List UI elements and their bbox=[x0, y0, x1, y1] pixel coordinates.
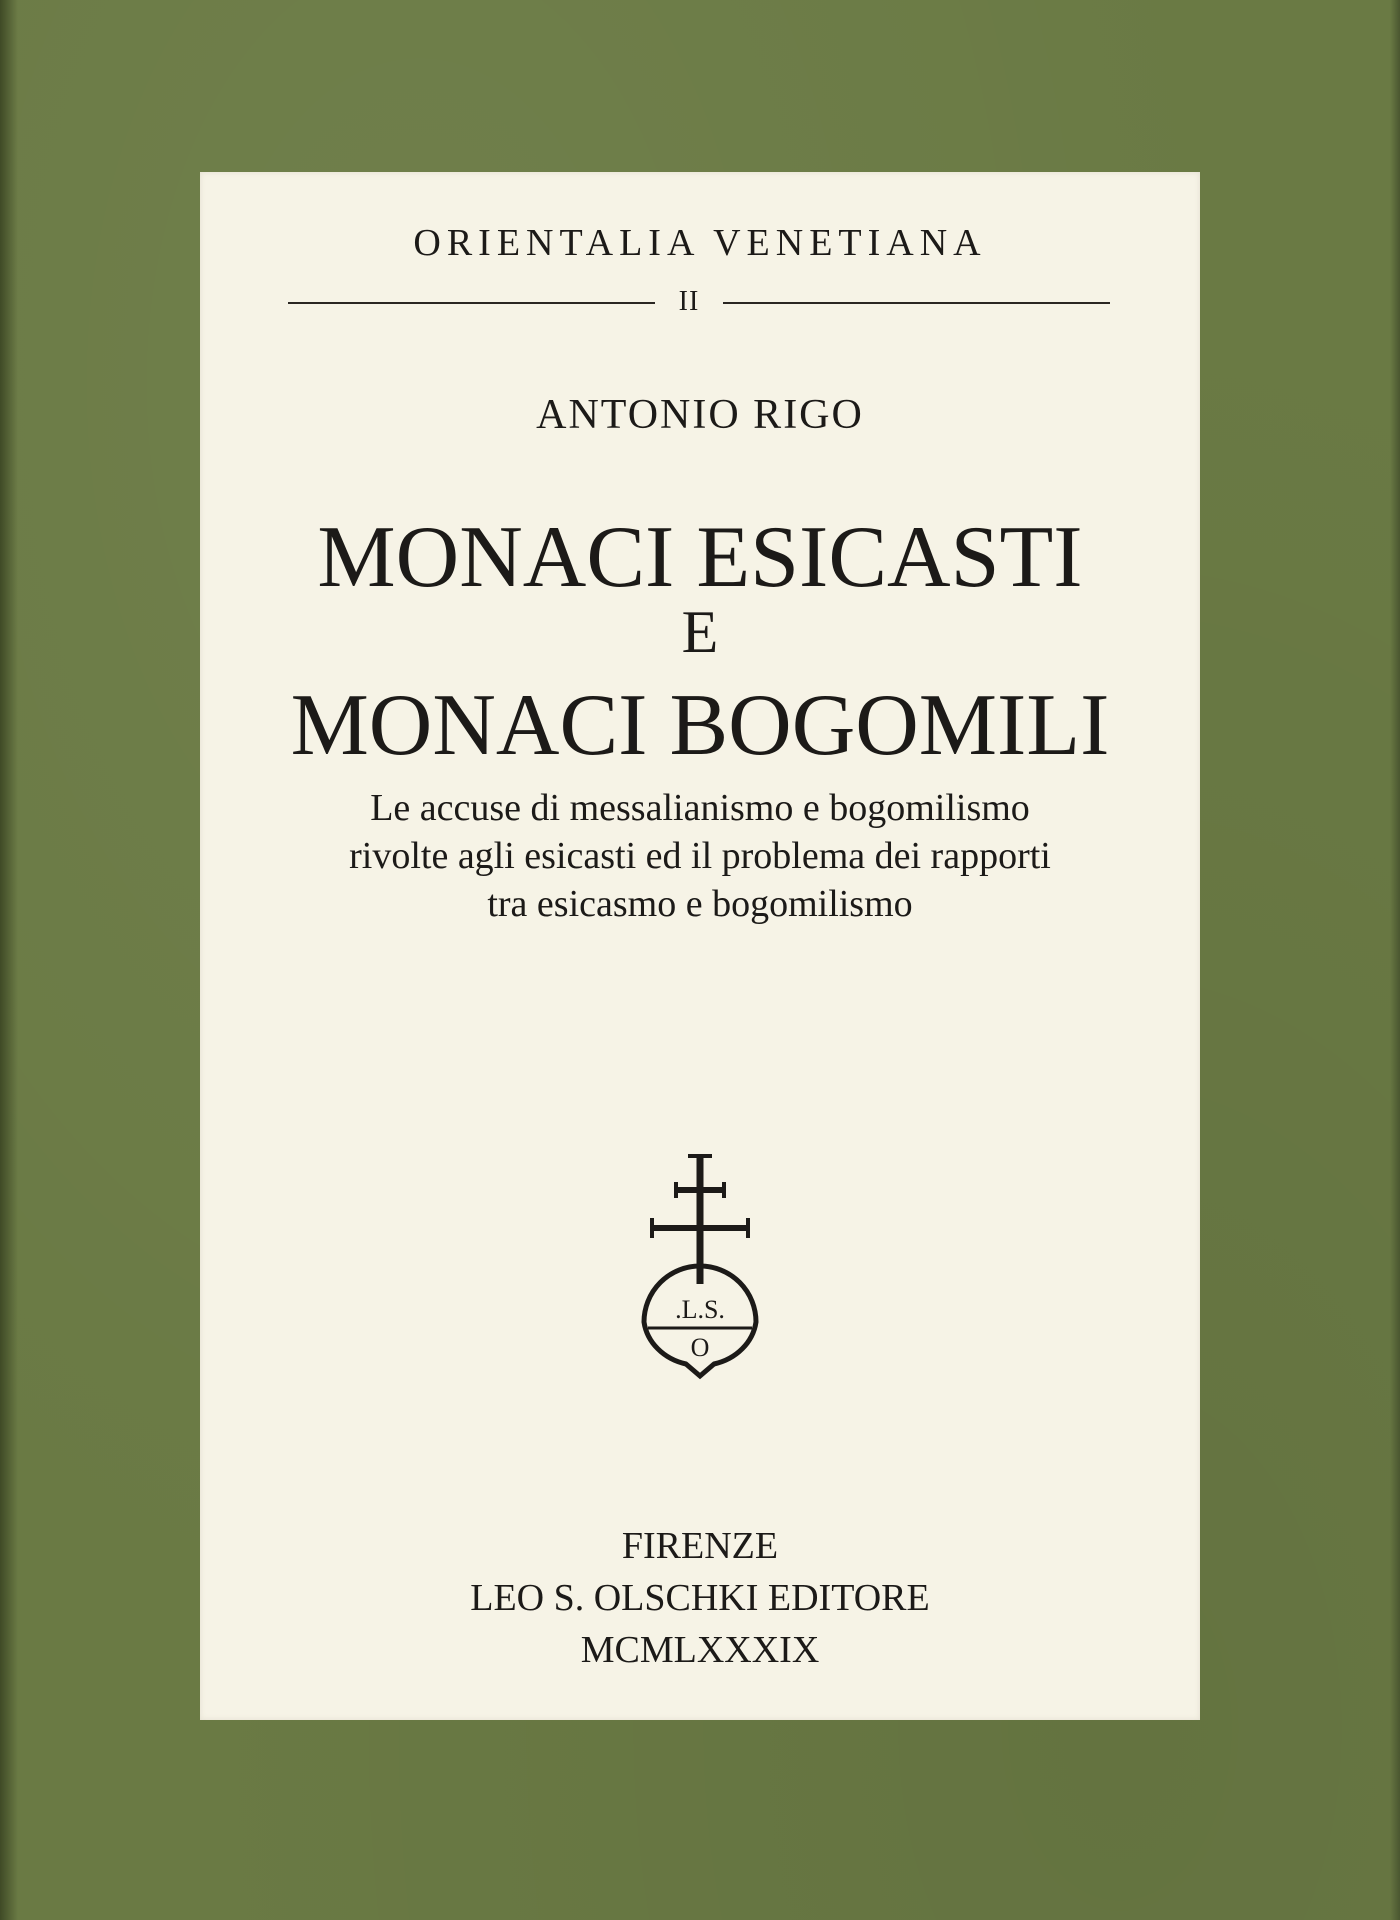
title-conjunction: E bbox=[681, 599, 719, 665]
imprint-publisher: LEO S. OLSCHKI EDITORE bbox=[470, 1577, 930, 1619]
series-volume-number: II bbox=[678, 286, 700, 317]
series-rule-left bbox=[288, 302, 655, 304]
title-line-1: MONACI ESICASTI bbox=[317, 509, 1083, 606]
author-name: ANTONIO RIGO bbox=[536, 392, 864, 438]
imprint-city: FIRENZE bbox=[621, 1525, 779, 1567]
series-name: ORIENTALIA VENETIANA bbox=[413, 222, 987, 264]
series-rule-right bbox=[723, 302, 1110, 304]
subtitle-line-3: tra esicasmo e bogomilismo bbox=[487, 883, 913, 925]
subtitle-line-1: Le accuse di messalianismo e bogomilismo bbox=[370, 787, 1030, 829]
series-rule-row bbox=[288, 282, 1110, 322]
cover-label-panel bbox=[200, 172, 1200, 1720]
subtitle-block bbox=[200, 784, 1200, 928]
title-line-2: MONACI BOGOMILI bbox=[290, 677, 1110, 774]
cover-edge-shadow-right bbox=[1390, 0, 1400, 1920]
cover-edge-shadow-left bbox=[0, 0, 18, 1920]
imprint-block bbox=[200, 1520, 1200, 1676]
imprint-year: MCMLXXXIX bbox=[580, 1629, 820, 1671]
subtitle-line-2: rivolte agli esicasti ed il problema dei rapporti bbox=[349, 835, 1051, 877]
double-cross-printer-mark-icon bbox=[612, 1150, 788, 1382]
emblem-letters-lower: O bbox=[690, 1333, 710, 1362]
emblem-letters-upper: .L.S. bbox=[675, 1295, 725, 1324]
